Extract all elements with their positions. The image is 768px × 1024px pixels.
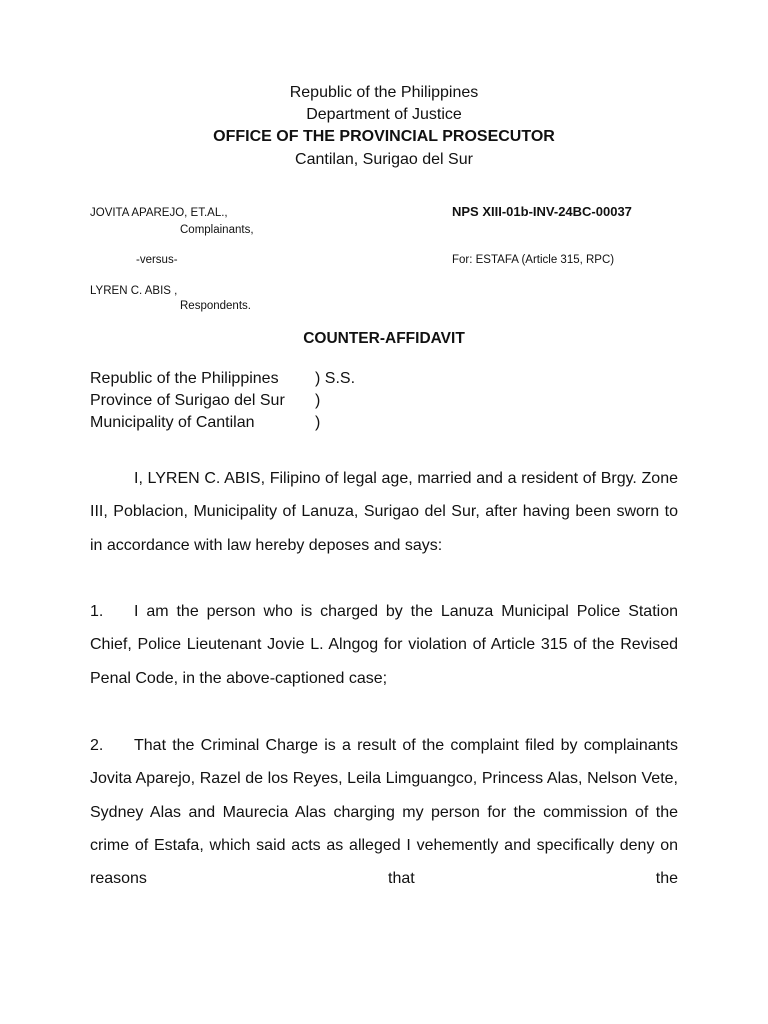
caption-complainants-name: JOVITA APAREJO, ET.AL., [90,207,228,219]
intro-text: I, LYREN C. ABIS, Filipino of legal age, married and a resident of Brgy. Zone III, Poblacion, Municipality of Lanuza, Surigao del Sur, after having been sworn to in accordance with law hereby deposes and says: [90,470,678,554]
venue-paren-3: ) [315,414,321,431]
caption-versus: -versus- [136,254,178,266]
item-1-number: 1. [90,603,104,620]
venue-ss: ) S.S. [315,370,356,387]
intro-paragraph [90,462,678,562]
header-department: Department of Justice [306,106,462,123]
header-location: Cantilan, Surigao del Sur [295,151,473,168]
venue-paren-2: ) [315,392,321,409]
venue-municipality: Municipality of Cantilan [90,414,255,431]
venue-province: Province of Surigao del Sur [90,392,285,409]
item-2-text: That the Criminal Charge is a result of the complaint filed by complainants Jovita Aparejo, Razel de los Reyes, Leila Limguangco, Princess Alas, Nelson Vete, Sydney Alas and Maurecia Alas charging my person for the commission of the crime of Estafa, which said acts as alleged I vehemently and specifically deny on reasons that the [90,737,678,888]
item-2-number: 2. [90,737,104,754]
caption-respondent-role: Respondents. [180,300,251,312]
item-1-text: I am the person who is charged by the Lanuza Municipal Police Station Chief, Police Lieutenant Jovie L. Alngog for violation of Article 315 of the Revised Penal Code, in the above-captioned case; [90,603,678,687]
caption-respondent-name: LYREN C. ABIS , [90,285,178,297]
numbered-item-1 [90,595,678,695]
header-republic: Republic of the Philippines [289,84,479,101]
document-title: COUNTER-AFFIDAVIT [303,330,465,347]
numbered-item-2 [90,729,678,895]
caption-complainants-role: Complainants, [180,224,254,236]
caption-case-number: NPS XIII-01b-INV-24BC-00037 [452,204,632,219]
venue-republic: Republic of the Philippines [90,370,279,387]
caption-offense: For: ESTAFA (Article 315, RPC) [452,254,615,266]
header-office: OFFICE OF THE PROVINCIAL PROSECUTOR [213,128,555,145]
